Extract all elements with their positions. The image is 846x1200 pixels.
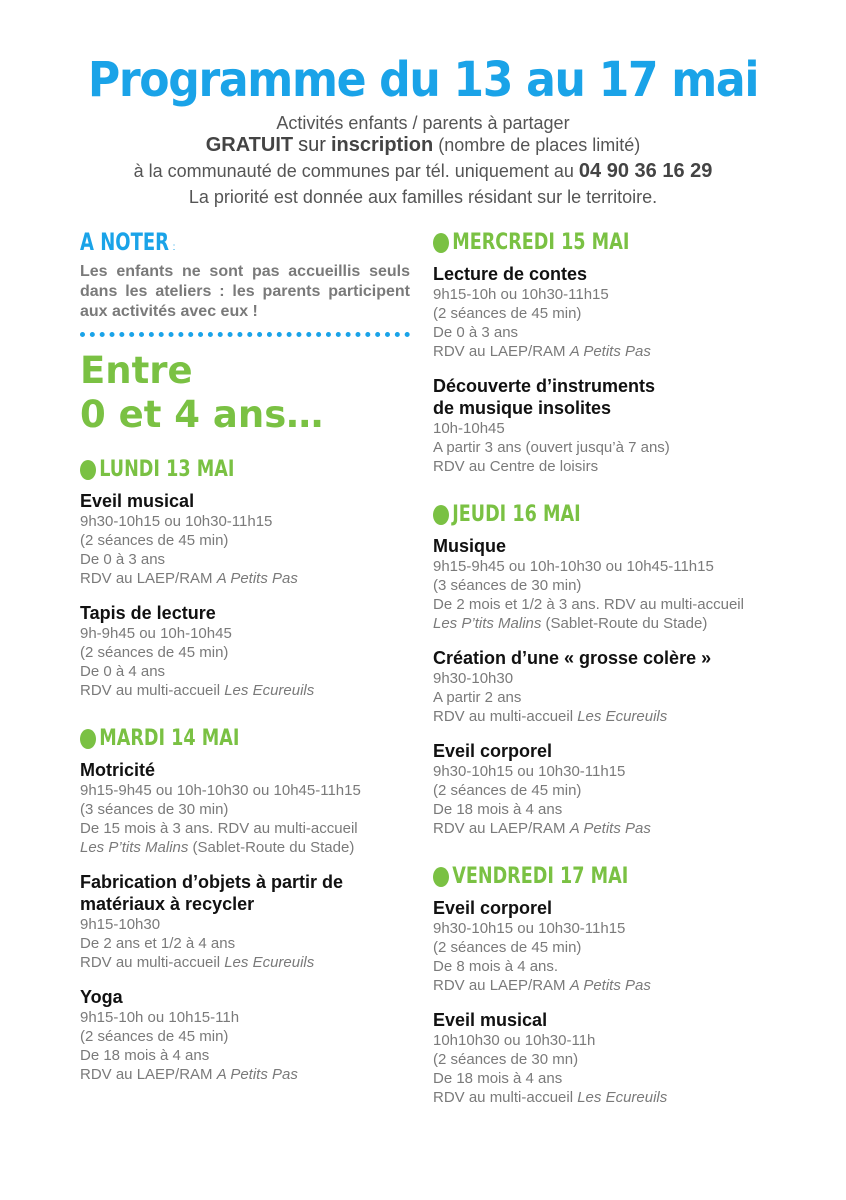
activity-location: RDV au LAEP/RAM A Petits Pas <box>80 570 298 587</box>
activity-fabrication <box>80 871 410 972</box>
activity-location: RDV au multi-accueil Les Ecureuils <box>80 954 315 971</box>
activity-sessions: (2 séances de 45 min) <box>80 1028 229 1045</box>
intro-line-2 <box>0 134 846 156</box>
sur-label: sur <box>298 134 326 156</box>
activity-title: Eveil musical <box>80 491 195 511</box>
activity-title: Eveil musical <box>433 1010 548 1030</box>
activity-age: De 18 mois à 4 ans <box>433 801 563 818</box>
phone-number: 04 90 36 16 29 <box>578 160 713 182</box>
activity-location: RDV au LAEP/RAM A Petits Pas <box>80 1066 298 1083</box>
activity-age: De 0 à 3 ans <box>80 551 166 568</box>
intro-line-4: La priorité est donnée aux familles résidant sur le territoire. <box>188 187 658 207</box>
right-column <box>433 230 744 1107</box>
activity-sessions: (2 séances de 45 min) <box>433 782 582 799</box>
bullet-icon <box>80 460 96 480</box>
activity-age: De 8 mois à 4 ans. <box>433 958 559 975</box>
activity-schedule: 9h-9h45 ou 10h-10h45 <box>80 625 232 642</box>
activity-title: Découverte d’instruments <box>433 376 656 396</box>
activity-schedule: 10h10h30 ou 10h30-11h <box>433 1032 596 1049</box>
activity-schedule: 9h30-10h30 <box>433 670 514 687</box>
bullet-icon <box>433 867 449 887</box>
activity-tapis-de-lecture <box>80 602 410 700</box>
activity-sessions: (2 séances de 30 mn) <box>433 1051 579 1068</box>
activity-sessions: (2 séances de 45 min) <box>80 532 229 549</box>
activity-title: Eveil corporel <box>433 741 553 761</box>
activity-title: Fabrication d’objets à partir de <box>80 872 344 892</box>
activity-age: A partir 3 ans (ouvert jusqu’à 7 ans) <box>433 439 670 456</box>
activity-location: Les P’tits Malins (Sablet-Route du Stade) <box>433 615 708 632</box>
intro-line-1: Activités enfants / parents à partager <box>276 113 570 133</box>
activity-schedule: 9h15-10h30 <box>80 916 161 933</box>
activity-schedule: 9h15-10h ou 10h30-11h15 <box>433 286 609 303</box>
activity-decouverte-instruments <box>433 375 744 476</box>
activity-schedule: 9h15-9h45 ou 10h-10h30 ou 10h45-11h15 <box>80 782 361 799</box>
inscription-label: inscription <box>330 134 434 156</box>
activity-motricite <box>80 759 410 857</box>
activity-location: RDV au LAEP/RAM A Petits Pas <box>433 820 651 837</box>
activity-sessions: (3 séances de 30 min) <box>80 801 229 818</box>
activity-musique <box>433 535 744 633</box>
activity-eveil-corporel-vendredi <box>433 897 744 995</box>
day-heading-mardi <box>80 726 344 751</box>
free-label: GRATUIT <box>205 134 294 156</box>
activity-schedule: 9h15-10h ou 10h15-11h <box>80 1009 240 1026</box>
activity-age: De 18 mois à 4 ans <box>80 1047 210 1064</box>
bullet-icon <box>433 233 449 253</box>
bullet-icon <box>80 729 96 749</box>
day-label: MARDI 14 MAI <box>99 726 240 751</box>
activity-age: De 2 ans et 1/2 à 4 ans <box>80 935 236 952</box>
day-label: MERCREDI 15 MAI <box>452 230 630 255</box>
activity-age: De 15 mois à 3 ans. RDV au multi-accueil <box>80 820 358 837</box>
places-label: (nombre de places limité) <box>438 135 641 155</box>
activity-sessions: (2 séances de 45 min) <box>80 644 229 661</box>
activity-title-line-2: matériaux à recycler <box>80 894 255 914</box>
intro-line-3 <box>0 160 846 182</box>
age-range-line-2: 0 et 4 ans… <box>80 393 324 436</box>
activity-title: Eveil corporel <box>433 898 553 918</box>
activity-grosse-colere <box>433 647 744 726</box>
activity-title: Yoga <box>80 987 123 1007</box>
activity-schedule: 9h15-9h45 ou 10h-10h30 ou 10h45-11h15 <box>433 558 714 575</box>
activity-location: RDV au LAEP/RAM A Petits Pas <box>433 977 651 994</box>
activity-title: Musique <box>433 536 507 556</box>
activity-schedule: 10h-10h45 <box>433 420 505 437</box>
activity-lecture-de-contes <box>433 263 744 361</box>
activity-location: RDV au multi-accueil Les Ecureuils <box>433 1089 668 1106</box>
activity-title: Création d’une « grosse colère » <box>433 648 712 668</box>
day-heading-vendredi <box>433 864 682 889</box>
bullet-icon <box>433 505 449 525</box>
activity-title: Tapis de lecture <box>80 603 216 623</box>
activity-eveil-musical <box>80 490 410 588</box>
activity-sessions: (2 séances de 45 min) <box>433 939 582 956</box>
page-title: Programme du 13 au 17 mai <box>87 52 759 108</box>
activity-sessions: (2 séances de 45 min) <box>433 305 582 322</box>
activity-title-line-2: de musique insolites <box>433 398 612 418</box>
note-heading: A NOTER <box>80 228 170 256</box>
activity-age: De 2 mois et 1/2 à 3 ans. RDV au multi-accueil <box>433 596 744 613</box>
activity-sessions: (3 séances de 30 min) <box>433 577 582 594</box>
activity-schedule: 9h30-10h15 ou 10h30-11h15 <box>433 920 626 937</box>
intro-phone-text: à la communauté de communes par tél. uniquement au <box>133 161 574 181</box>
activity-eveil-musical-vendredi <box>433 1009 744 1107</box>
activity-schedule: 9h30-10h15 ou 10h30-11h15 <box>433 763 626 780</box>
activity-title: Motricité <box>80 760 156 780</box>
activity-schedule: 9h30-10h15 ou 10h30-11h15 <box>80 513 273 530</box>
day-heading-lundi <box>80 457 344 482</box>
day-label: LUNDI 13 MAI <box>99 457 235 482</box>
activity-location: RDV au LAEP/RAM A Petits Pas <box>433 343 651 360</box>
activity-location: Les P’tits Malins (Sablet-Route du Stade) <box>80 839 355 856</box>
activity-title: Lecture de contes <box>433 264 588 284</box>
activity-age: De 0 à 4 ans <box>80 663 166 680</box>
activity-location: RDV au multi-accueil Les Ecureuils <box>433 708 668 725</box>
activity-yoga <box>80 986 410 1084</box>
day-label: VENDREDI 17 MAI <box>452 864 629 889</box>
activity-eveil-corporel-jeudi <box>433 740 744 838</box>
dotted-divider <box>80 332 410 337</box>
activity-location: RDV au Centre de loisirs <box>433 458 599 475</box>
note-text: Les enfants ne sont pas accueillis seuls dans les ateliers : les parents participent aux activités avec eux ! <box>80 263 410 320</box>
activity-age: De 0 à 3 ans <box>433 324 519 341</box>
age-range-line-1: Entre <box>80 349 193 392</box>
age-range <box>80 349 410 437</box>
note-colon: : <box>172 242 176 253</box>
day-heading-mercredi <box>433 230 682 255</box>
left-column <box>80 228 410 1084</box>
day-heading-jeudi <box>433 502 682 527</box>
activity-age: A partir 2 ans <box>433 689 522 706</box>
activity-age: De 18 mois à 4 ans <box>433 1070 563 1087</box>
day-label: JEUDI 16 MAI <box>452 502 581 527</box>
activity-location: RDV au multi-accueil Les Ecureuils <box>80 682 315 699</box>
